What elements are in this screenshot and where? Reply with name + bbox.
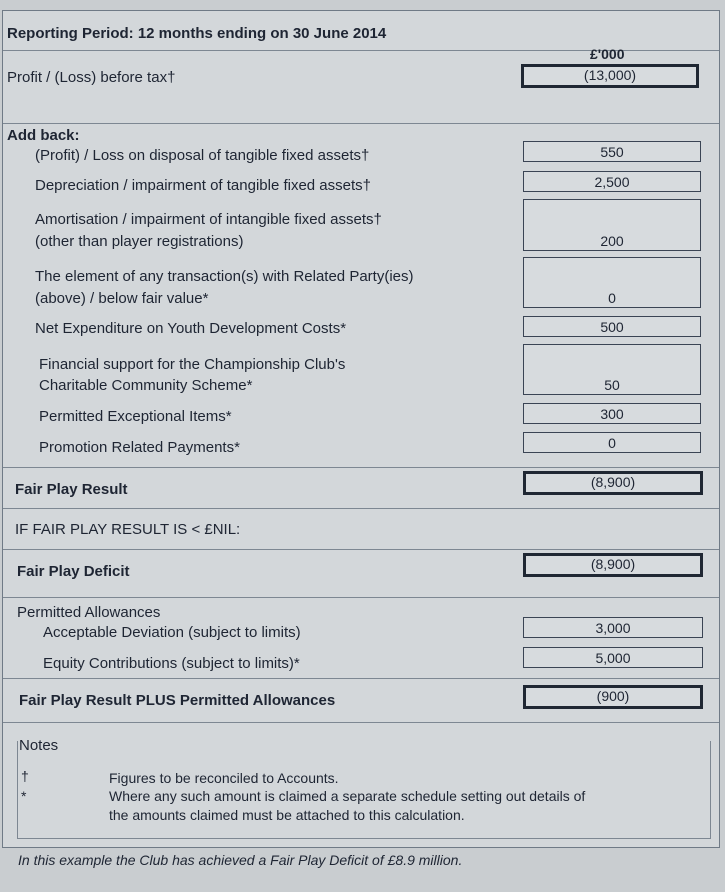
row-related-party-value: 0	[523, 257, 701, 308]
divider	[3, 678, 719, 679]
row-exceptional-value: 300	[523, 403, 701, 424]
row-amortisation-value: 200	[523, 199, 701, 251]
row-depreciation-label: Depreciation / impairment of tangible fixed assets†	[35, 177, 372, 194]
divider	[3, 467, 719, 468]
row-related-party-label-1: The element of any transaction(s) with Related Party(ies)	[35, 268, 414, 285]
note-star-line-1: Where any such amount is claimed a separate schedule setting out details of	[109, 788, 586, 804]
allowance-equity-value: 5,000	[523, 647, 703, 668]
fair-play-result-label: Fair Play Result	[15, 481, 128, 498]
fair-play-result-value: (8,900)	[523, 471, 703, 495]
star-symbol: *	[21, 788, 27, 804]
divider	[3, 123, 719, 124]
result-plus-label: Fair Play Result PLUS Permitted Allowances	[19, 692, 336, 709]
divider	[3, 722, 719, 723]
row-community-label-2: Charitable Community Scheme*	[39, 377, 253, 394]
row-related-party-label-2: (above) / below fair value*	[35, 290, 209, 307]
row-community-label-1: Financial support for the Championship Club's	[39, 356, 346, 373]
note-dagger-text: Figures to be reconciled to Accounts.	[109, 770, 339, 786]
reporting-period: Reporting Period: 12 months ending on 30 June 2014	[7, 25, 387, 42]
calculation-sheet	[2, 10, 720, 848]
condition-label: IF FAIR PLAY RESULT IS < £NIL:	[15, 521, 241, 538]
fair-play-deficit-value: (8,900)	[523, 553, 703, 577]
row-disposal-value: 550	[523, 141, 701, 162]
row-amortisation-label-2: (other than player registrations)	[35, 233, 244, 250]
row-promotion-label: Promotion Related Payments*	[39, 439, 240, 456]
allowance-deviation-label: Acceptable Deviation (subject to limits)	[43, 624, 301, 641]
row-disposal-label: (Profit) / Loss on disposal of tangible fixed assets†	[35, 147, 370, 164]
allowance-equity-label: Equity Contributions (subject to limits)*	[43, 655, 300, 672]
divider	[3, 508, 719, 509]
allowance-deviation-value: 3,000	[523, 617, 703, 638]
unit-label: £'000	[590, 46, 625, 62]
row-community-value: 50	[523, 344, 701, 395]
divider	[3, 549, 719, 550]
profit-label: Profit / (Loss) before tax†	[7, 69, 176, 86]
row-youth-value: 500	[523, 316, 701, 337]
row-depreciation-value: 2,500	[523, 171, 701, 192]
add-back-title: Add back:	[7, 127, 80, 144]
note-star-line-2: the amounts claimed must be attached to this calculation.	[109, 807, 465, 823]
footer-note: In this example the Club has achieved a Fair Play Deficit of £8.9 million.	[18, 852, 463, 868]
row-amortisation-label-1: Amortisation / impairment of intangible fixed assets†	[35, 211, 382, 228]
divider	[3, 597, 719, 598]
notes-title: Notes	[19, 737, 59, 754]
row-exceptional-label: Permitted Exceptional Items*	[39, 408, 232, 425]
row-promotion-value: 0	[523, 432, 701, 453]
profit-value-box: (13,000)	[521, 64, 699, 88]
allowances-title: Permitted Allowances	[17, 604, 161, 621]
result-plus-value: (900)	[523, 685, 703, 709]
fair-play-deficit-label: Fair Play Deficit	[17, 563, 130, 580]
dagger-symbol: †	[21, 768, 29, 784]
row-youth-label: Net Expenditure on Youth Development Costs*	[35, 320, 347, 337]
